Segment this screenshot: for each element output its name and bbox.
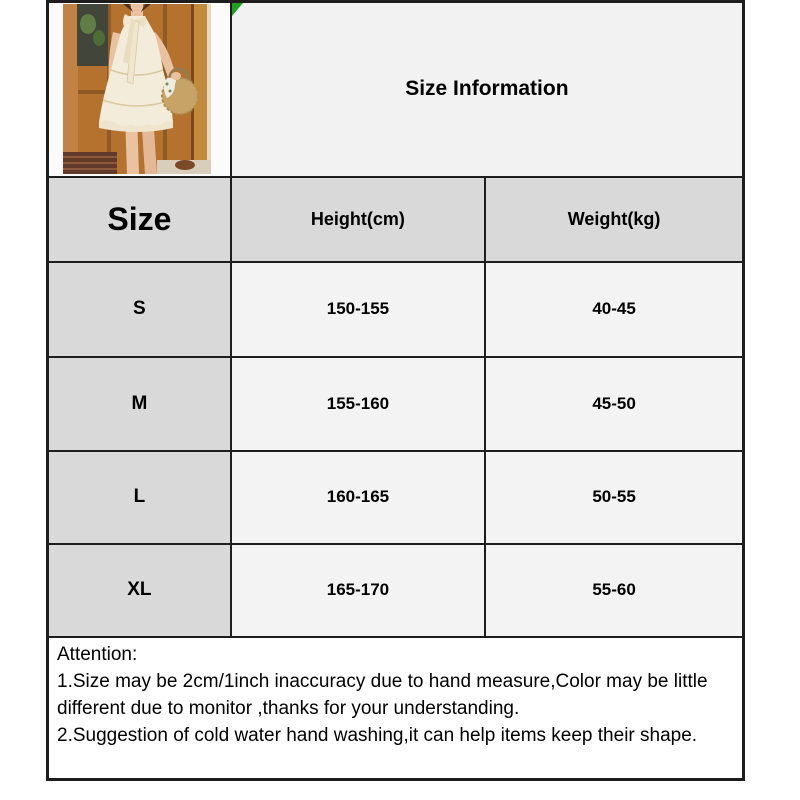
size-label: XL	[48, 544, 231, 637]
attention-heading: Attention:	[57, 643, 138, 665]
table-row-size-xl	[48, 544, 744, 637]
weight-value: 45-50	[485, 357, 743, 451]
table-row-size-s	[48, 262, 744, 357]
weight-value: 55-60	[485, 544, 743, 637]
weight-value: 50-55	[485, 451, 743, 544]
green-corner-icon	[232, 3, 243, 16]
attention-line-2: 2.Suggestion of cold water hand washing,it can help items keep their shape.	[57, 724, 698, 746]
height-value: 155-160	[231, 357, 485, 451]
column-header-height: Height(cm)	[231, 177, 485, 262]
weight-value: 40-45	[485, 262, 743, 357]
product-photo	[63, 4, 211, 174]
product-photo-cell	[48, 2, 231, 177]
table-row-size-m	[48, 357, 744, 451]
height-value: 160-165	[231, 451, 485, 544]
page-title: Size Information	[405, 77, 569, 101]
size-label: M	[48, 357, 231, 451]
attention-row	[48, 637, 744, 780]
table-row-title	[48, 2, 744, 177]
table-row-size-l	[48, 451, 744, 544]
attention-line-1: 1.Size may be 2cm/1inch inaccuracy due to hand measure,Color may be little different due to monitor ,thanks for your understanding.	[57, 670, 708, 719]
column-header-size: Size	[48, 177, 231, 262]
column-header-weight: Weight(kg)	[485, 177, 743, 262]
size-chart-sheet	[46, 0, 745, 781]
size-label: S	[48, 262, 231, 357]
height-value: 150-155	[231, 262, 485, 357]
size-table	[46, 0, 745, 781]
height-value: 165-170	[231, 544, 485, 637]
size-label: L	[48, 451, 231, 544]
attention-note	[48, 637, 744, 780]
size-information-header	[231, 2, 744, 177]
table-header-row	[48, 177, 744, 262]
